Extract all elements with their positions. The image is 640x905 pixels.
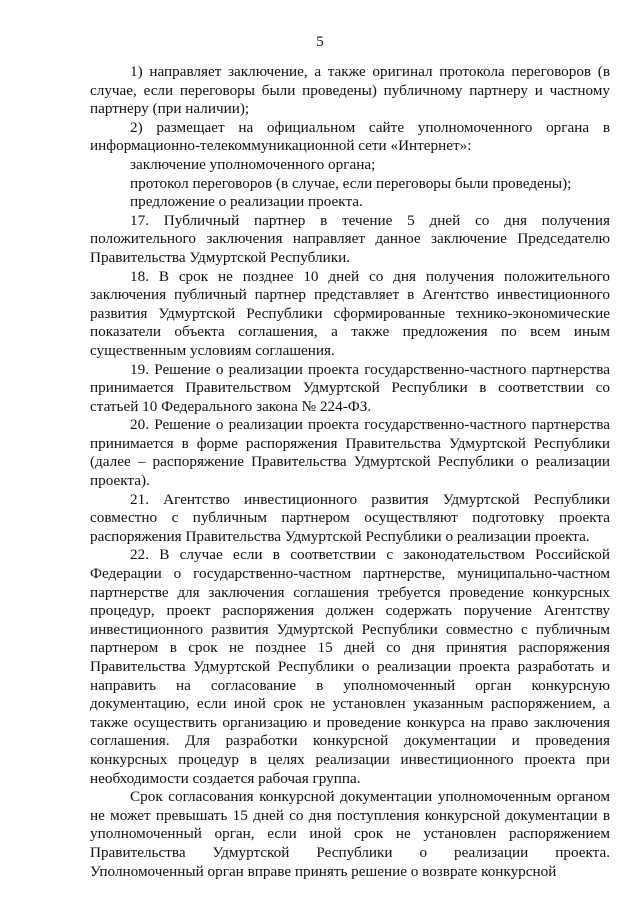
paragraph-item-1: 1) направляет заключение, а также оригинал протокола переговоров (в случае, если переговоры были проведены) публичному партнеру и частному партнеру (при наличии); xyxy=(90,63,610,118)
paragraph-20: 20. Решение о реализации проекта государственно-частного партнерства принимается в форме распоряжения Правительства Удмуртской Республики (далее – распоряжение Правительства Удмуртской Республики о реализации проекта). xyxy=(90,416,610,490)
page-number: 5 xyxy=(316,34,324,50)
list-item-conclusion: заключение уполномоченного органа; xyxy=(130,155,376,173)
paragraph-18: 18. В срок не позднее 10 дней со дня получения положительного заключения публичный партнер представляет в Агентство инвестиционного развития Удмуртской Республики сформированные технико-экономические показатели объекта соглашения, а также предложения по всем иным существенным условиям соглашения. xyxy=(90,267,610,359)
paragraph-21: 21. Агентство инвестиционного развития Удмуртской Республики совместно с публичным партнером осуществляют подготовку проекта распоряжения Правительства Удмуртской Республики о реализации проекта. xyxy=(90,490,610,545)
paragraph-approval-term: Срок согласования конкурсной документации уполномоченным органом не может превышать 15 дней со дня поступления конкурсной документации в уполномоченный орган, если иной срок не установлен распоряжением Правительства Удмуртской Республики о реализации проекта. Уполномоченный орган вправе принять решение о возврате конкурсной xyxy=(90,788,610,880)
paragraph-22: 22. В случае если в соответствии с законодательством Российской Федерации о государственно-частном партнерстве, муниципально-частном партнерстве для заключения соглашения требуется проведение конкурсных процедур, проект распоряжения должен содержать поручение Агентству инвестиционного развития Удмуртской Республики совместно с публичным партнером в срок не позднее 15 дней со дня принятия распоряжения Правительства Удмуртской Республики о реализации проекта разработать и направить на согласование в уполномоченный орган конкурсную документацию, если иной срок не установлен указанным распоряжением, а также осуществить организацию и проведение конкурса на право заключения соглашения. Для разработки конкурсной документации и проведения конкурсных процедур в целях реализации инвестиционного проекта при необходимости создается рабочая группа. xyxy=(90,546,610,787)
list-item-protocol: протокол переговоров (в случае, если переговоры были проведены); xyxy=(130,174,572,192)
paragraph-19: 19. Решение о реализации проекта государственно-частного партнерства принимается Правительством Удмуртской Республики в соответствии со статьей 10 Федерального закона № 224-ФЗ. xyxy=(90,360,610,415)
paragraph-17: 17. Публичный партнер в течение 5 дней со дня получения положительного заключения направляет данное заключение Председателю Правительства Удмуртской Республики. xyxy=(90,211,610,266)
document-body xyxy=(90,63,610,881)
list-item-proposal: предложение о реализации проекта. xyxy=(130,193,363,211)
paragraph-item-2: 2) размещает на официальном сайте уполномоченного органа в информационно-телекоммуникационной сети «Интернет»: xyxy=(90,118,610,155)
